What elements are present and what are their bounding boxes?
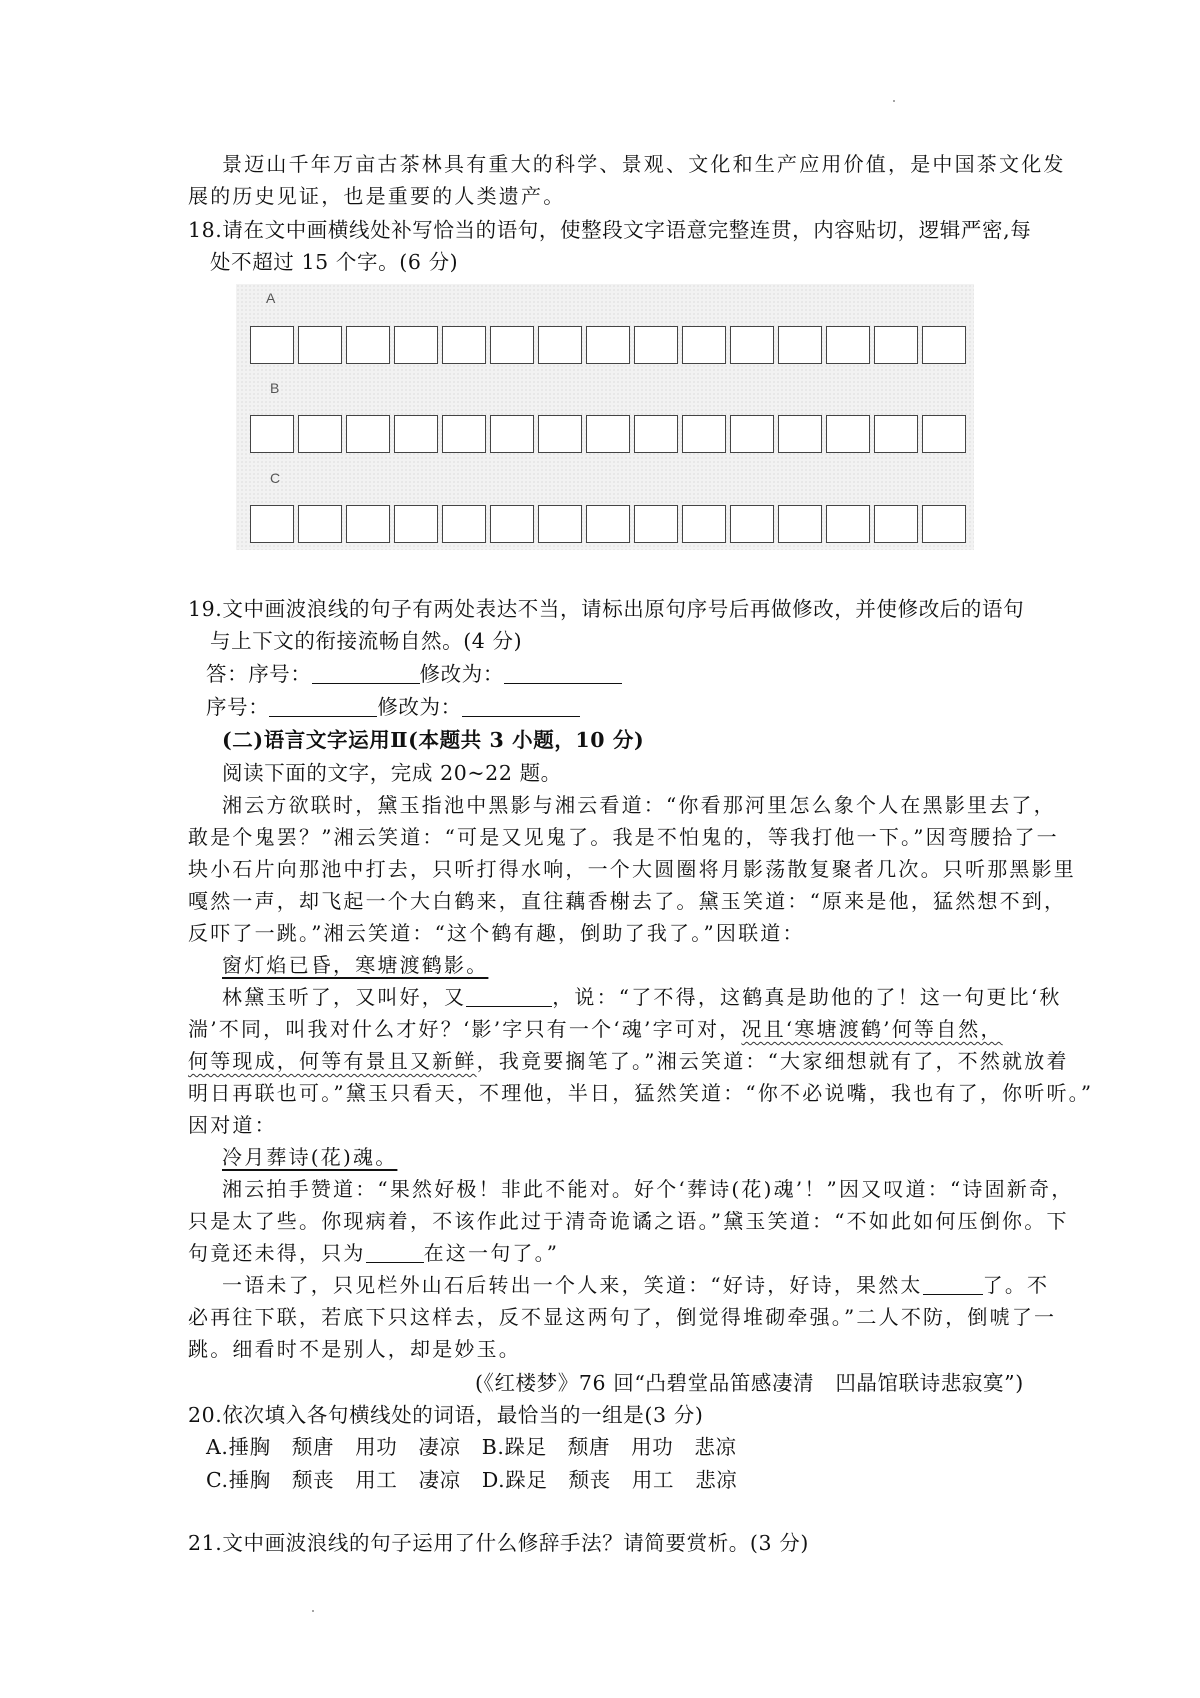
modify-blank-1[interactable] bbox=[504, 663, 622, 684]
answer-cell[interactable] bbox=[874, 326, 918, 364]
grid-label-a: A bbox=[266, 290, 276, 306]
answer-cell[interactable] bbox=[634, 415, 678, 453]
story-text: 在这一句了。” bbox=[423, 1241, 560, 1265]
modify-blank-2[interactable] bbox=[462, 696, 580, 717]
answer-cell[interactable] bbox=[538, 326, 582, 364]
answer-cell[interactable] bbox=[778, 415, 822, 453]
answer-cell[interactable] bbox=[586, 415, 630, 453]
story-text: ，我竟要搁笔了。”湘云笑道：“大家细想就有了，不然就放着 bbox=[476, 1049, 1069, 1073]
question-20-stem: 20.依次填入各句横线处的词语，最恰当的一组是(3 分) bbox=[188, 1403, 704, 1427]
question-19-stem: 19.文中画波浪线的句子有两处表达不当，请标出原句序号后再做修改，并使修改后的语句 bbox=[188, 597, 1025, 621]
story-line bbox=[188, 1237, 559, 1266]
answer-cell[interactable] bbox=[778, 505, 822, 543]
story-text: 句竟还未得，只为 bbox=[188, 1241, 366, 1265]
answer-cell[interactable] bbox=[682, 415, 726, 453]
answer-line-2 bbox=[206, 690, 580, 720]
fill-blank-1[interactable] bbox=[466, 986, 552, 1007]
answer-cell[interactable] bbox=[682, 326, 726, 364]
answer-cell[interactable] bbox=[922, 505, 966, 543]
story-text: 湍’不同，叫我对什么才好？‘影’字只有一个‘魂’字可对， bbox=[188, 1017, 742, 1041]
answer-cell[interactable] bbox=[298, 505, 342, 543]
answer-cell[interactable] bbox=[874, 415, 918, 453]
story-line: 敢是个鬼罢？”湘云笑道：“可是又见鬼了。我是不怕鬼的，等我打他一下。”因弯腰拾了一 bbox=[188, 825, 1059, 849]
scan-speck bbox=[312, 1610, 314, 1612]
couplet-line-1: 窗灯焰已昏，寒塘渡鹤影。 bbox=[222, 953, 489, 977]
answer-cell[interactable] bbox=[250, 415, 294, 453]
answer-line-1 bbox=[206, 657, 622, 687]
answer-prefix: 答： bbox=[206, 662, 249, 686]
modify-label: 修改为： bbox=[419, 662, 504, 686]
question-21-stem: 21.文中画波浪线的句子运用了什么修辞手法？请简要赏析。(3 分) bbox=[188, 1531, 809, 1555]
seq-label: 序号： bbox=[248, 662, 312, 686]
answer-cell[interactable] bbox=[682, 505, 726, 543]
answer-cell[interactable] bbox=[442, 415, 486, 453]
section-heading: (二)语言文字运用Ⅱ(本题共 3 小题，10 分) bbox=[222, 728, 645, 752]
story-line: 必再往下联，若底下只这样去，反不显这两句了，倒觉得堆砌牵强。”二人不防，倒唬了一 bbox=[188, 1305, 1057, 1329]
answer-cell[interactable] bbox=[394, 326, 438, 364]
story-line bbox=[222, 981, 1062, 1010]
answer-cell[interactable] bbox=[538, 505, 582, 543]
answer-cell[interactable] bbox=[538, 415, 582, 453]
answer-cell[interactable] bbox=[874, 505, 918, 543]
answer-cell[interactable] bbox=[442, 326, 486, 364]
story-line: 反吓了一跳。”湘云笑道：“这个鹤有趣，倒助了我了。”因联道： bbox=[188, 921, 805, 945]
section-instruction: 阅读下面的文字，完成 20~22 题。 bbox=[222, 761, 562, 785]
question-20-options: C.捶胸 颓丧 用工 凄凉 D.跺足 颓丧 用工 悲凉 bbox=[206, 1468, 738, 1492]
story-line bbox=[222, 1269, 1049, 1298]
fill-blank-2[interactable] bbox=[366, 1242, 424, 1263]
answer-cell[interactable] bbox=[826, 415, 870, 453]
passage-line: 景迈山千年万亩古茶林具有重大的科学、景观、文化和生产应用价值，是中国茶文化发 bbox=[222, 152, 1066, 176]
answer-cell[interactable] bbox=[826, 326, 870, 364]
answer-cell[interactable] bbox=[730, 505, 774, 543]
grid-label-c: C bbox=[270, 470, 281, 486]
wavy-sentence: 况且‘寒塘渡鹤’何等自然， bbox=[741, 1017, 1003, 1041]
answer-cell[interactable] bbox=[730, 326, 774, 364]
story-line: 因对道： bbox=[188, 1113, 277, 1137]
answer-cell[interactable] bbox=[490, 505, 534, 543]
answer-cell[interactable] bbox=[922, 326, 966, 364]
scan-speck bbox=[893, 100, 895, 102]
story-text: 了。不 bbox=[982, 1273, 1050, 1297]
answer-grid-area bbox=[236, 284, 974, 550]
answer-cell[interactable] bbox=[634, 505, 678, 543]
answer-cell[interactable] bbox=[586, 326, 630, 364]
story-line bbox=[188, 1045, 1069, 1074]
answer-cell[interactable] bbox=[586, 505, 630, 543]
story-line: 明日再联也可。”黛玉只看天，不理他，半日，猛然笑道：“你不必说嘴，我也有了，你听听。” bbox=[188, 1081, 1094, 1105]
answer-cell[interactable] bbox=[826, 505, 870, 543]
answer-cell[interactable] bbox=[634, 326, 678, 364]
answer-cell[interactable] bbox=[346, 415, 390, 453]
grid-label-b: B bbox=[270, 380, 280, 396]
story-text: 林黛玉听了，又叫好，又 bbox=[222, 985, 467, 1009]
story-text: ，说：“了不得，这鹤真是助他的了！这一句更比‘秋 bbox=[552, 985, 1062, 1009]
answer-cell[interactable] bbox=[346, 326, 390, 364]
story-line: 嘎然一声，却飞起一个大白鹤来，直往藕香榭去了。黛玉笑道：“原来是他，猛然想不到， bbox=[188, 889, 1067, 913]
answer-cell[interactable] bbox=[490, 326, 534, 364]
answer-cell[interactable] bbox=[922, 415, 966, 453]
fill-blank-3[interactable] bbox=[923, 1274, 983, 1295]
answer-cell[interactable] bbox=[346, 505, 390, 543]
wavy-sentence: 何等现成，何等有景且又新鲜 bbox=[188, 1049, 477, 1073]
modify-label: 修改为： bbox=[377, 695, 462, 719]
answer-cell[interactable] bbox=[778, 326, 822, 364]
answer-grid-b[interactable] bbox=[250, 415, 970, 453]
answer-cell[interactable] bbox=[298, 326, 342, 364]
story-text: 一语未了，只见栏外山石后转出一个人来，笑道：“好诗，好诗，果然太 bbox=[222, 1273, 923, 1297]
seq-blank-1[interactable] bbox=[312, 663, 420, 684]
story-line: 块小石片向那池中打去，只听打得水响，一个大圆圈将月影荡散复聚者几次。只听那黑影里 bbox=[188, 857, 1076, 881]
answer-cell[interactable] bbox=[490, 415, 534, 453]
story-line: 湘云方欲联时，黛玉指池中黑影与湘云看道：“你看那河里怎么象个人在黑影里去了， bbox=[222, 793, 1056, 817]
question-19-stem: 与上下文的衔接流畅自然。(4 分) bbox=[210, 629, 523, 653]
answer-cell[interactable] bbox=[730, 415, 774, 453]
answer-cell[interactable] bbox=[394, 415, 438, 453]
story-line: 跳。细看时不是别人，却是妙玉。 bbox=[188, 1337, 521, 1361]
story-line: 只是太了些。你现病着，不该作此过于清奇诡谲之语。”黛玉笑道：“不如此如何压倒你。下 bbox=[188, 1209, 1069, 1233]
passage-line: 展的历史见证，也是重要的人类遗产。 bbox=[188, 184, 566, 208]
seq-blank-2[interactable] bbox=[269, 696, 377, 717]
answer-cell[interactable] bbox=[250, 505, 294, 543]
seq-label: 序号： bbox=[206, 695, 270, 719]
story-line bbox=[188, 1013, 1003, 1042]
couplet-line-2: 冷月葬诗(花)魂。 bbox=[222, 1145, 398, 1169]
answer-cell[interactable] bbox=[298, 415, 342, 453]
answer-cell[interactable] bbox=[250, 326, 294, 364]
question-18-stem: 18.请在文中画横线处补写恰当的语句，使整段文字语意完整连贯，内容贴切，逻辑严密,每 bbox=[188, 218, 1032, 242]
answer-grid-a[interactable] bbox=[250, 326, 970, 364]
story-line: 湘云拍手赞道：“果然好极！非此不能对。好个‘葬诗(花)魂’！”因又叹道：“诗固新奇， bbox=[222, 1177, 1074, 1201]
question-20-options: A.捶胸 颓唐 用功 凄凉 B.跺足 颓唐 用功 悲凉 bbox=[206, 1435, 737, 1459]
answer-cell[interactable] bbox=[442, 505, 486, 543]
answer-grid-c[interactable] bbox=[250, 505, 970, 543]
story-source: (《红楼梦》76 回“凸碧堂品笛感凄清 凹晶馆联诗悲寂寞”) bbox=[475, 1371, 1024, 1395]
question-18-stem: 处不超过 15 个字。(6 分) bbox=[210, 250, 459, 274]
answer-cell[interactable] bbox=[394, 505, 438, 543]
